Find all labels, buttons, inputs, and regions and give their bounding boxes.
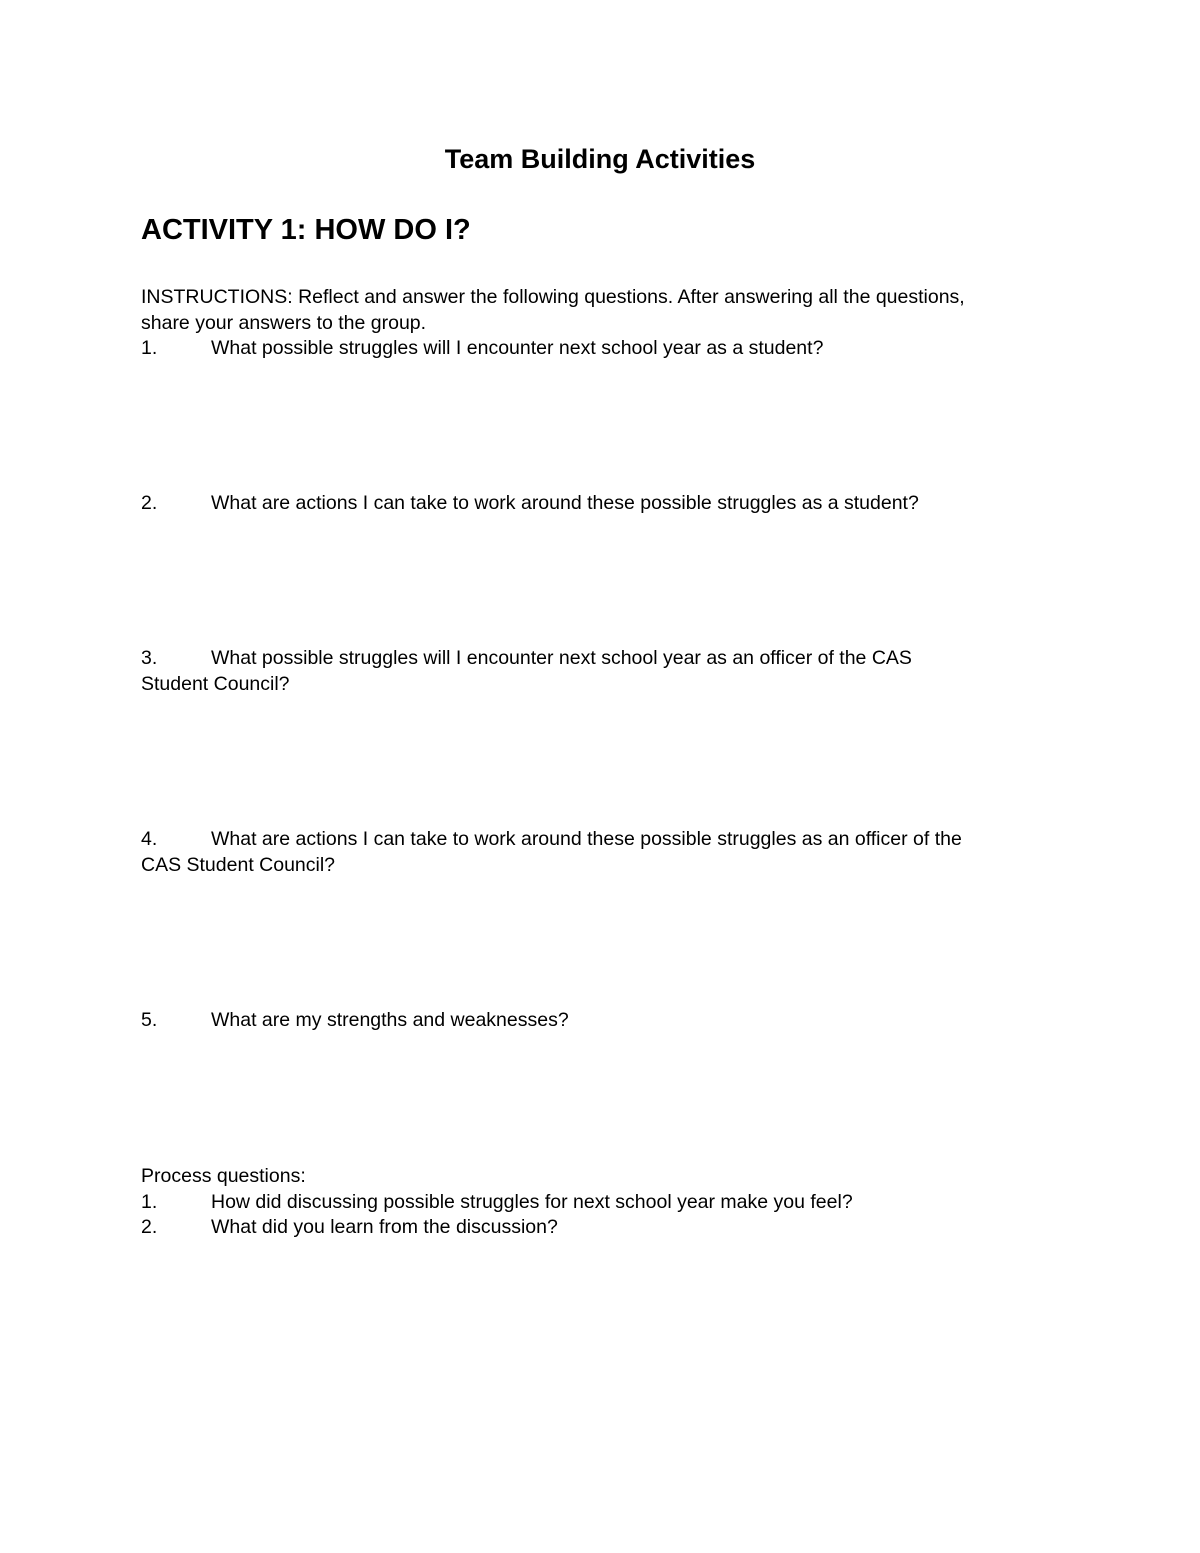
question-text: What possible struggles will I encounter next school year as an officer of the CAS: [211, 647, 912, 669]
question-text-continued: Student Council?: [141, 672, 290, 695]
process-question-2: [141, 1215, 1061, 1241]
question-3: [141, 646, 1061, 697]
instructions: [141, 285, 1061, 362]
question-2: [141, 491, 1061, 517]
instructions-line: share your answers to the group.: [141, 311, 427, 334]
question-text: What are actions I can take to work around these possible struggles as a student?: [211, 492, 919, 514]
question-number: 2.: [141, 1216, 158, 1238]
question-text: How did discussing possible struggles for next school year make you feel?: [211, 1190, 853, 1213]
question-number: 3.: [141, 647, 158, 669]
process-questions: [141, 1164, 1061, 1241]
question-5: [141, 1008, 1061, 1034]
question-number: 2.: [141, 492, 158, 514]
question-number: 1.: [141, 1190, 158, 1213]
document-title: Team Building Activities: [444, 144, 756, 174]
question-text-continued: CAS Student Council?: [141, 853, 336, 876]
question-text: What possible struggles will I encounter next school year as a student?: [211, 337, 824, 359]
question-number: 4.: [141, 828, 158, 850]
question-4: [141, 827, 1061, 878]
instructions-line: INSTRUCTIONS: Reflect and answer the following questions. After answering all the questions,: [141, 286, 965, 308]
process-question-1: [141, 1190, 1061, 1216]
question-text: What are actions I can take to work around these possible struggles as an officer of the: [211, 828, 962, 850]
question-text: What did you learn from the discussion?: [211, 1216, 558, 1238]
question-number: 5.: [141, 1009, 158, 1031]
question-text: What are my strengths and weaknesses?: [211, 1009, 569, 1031]
activity-heading: ACTIVITY 1: HOW DO I?: [141, 214, 471, 246]
question-number: 1.: [141, 337, 158, 359]
question-1: [141, 336, 1061, 362]
process-heading: Process questions:: [141, 1165, 306, 1187]
